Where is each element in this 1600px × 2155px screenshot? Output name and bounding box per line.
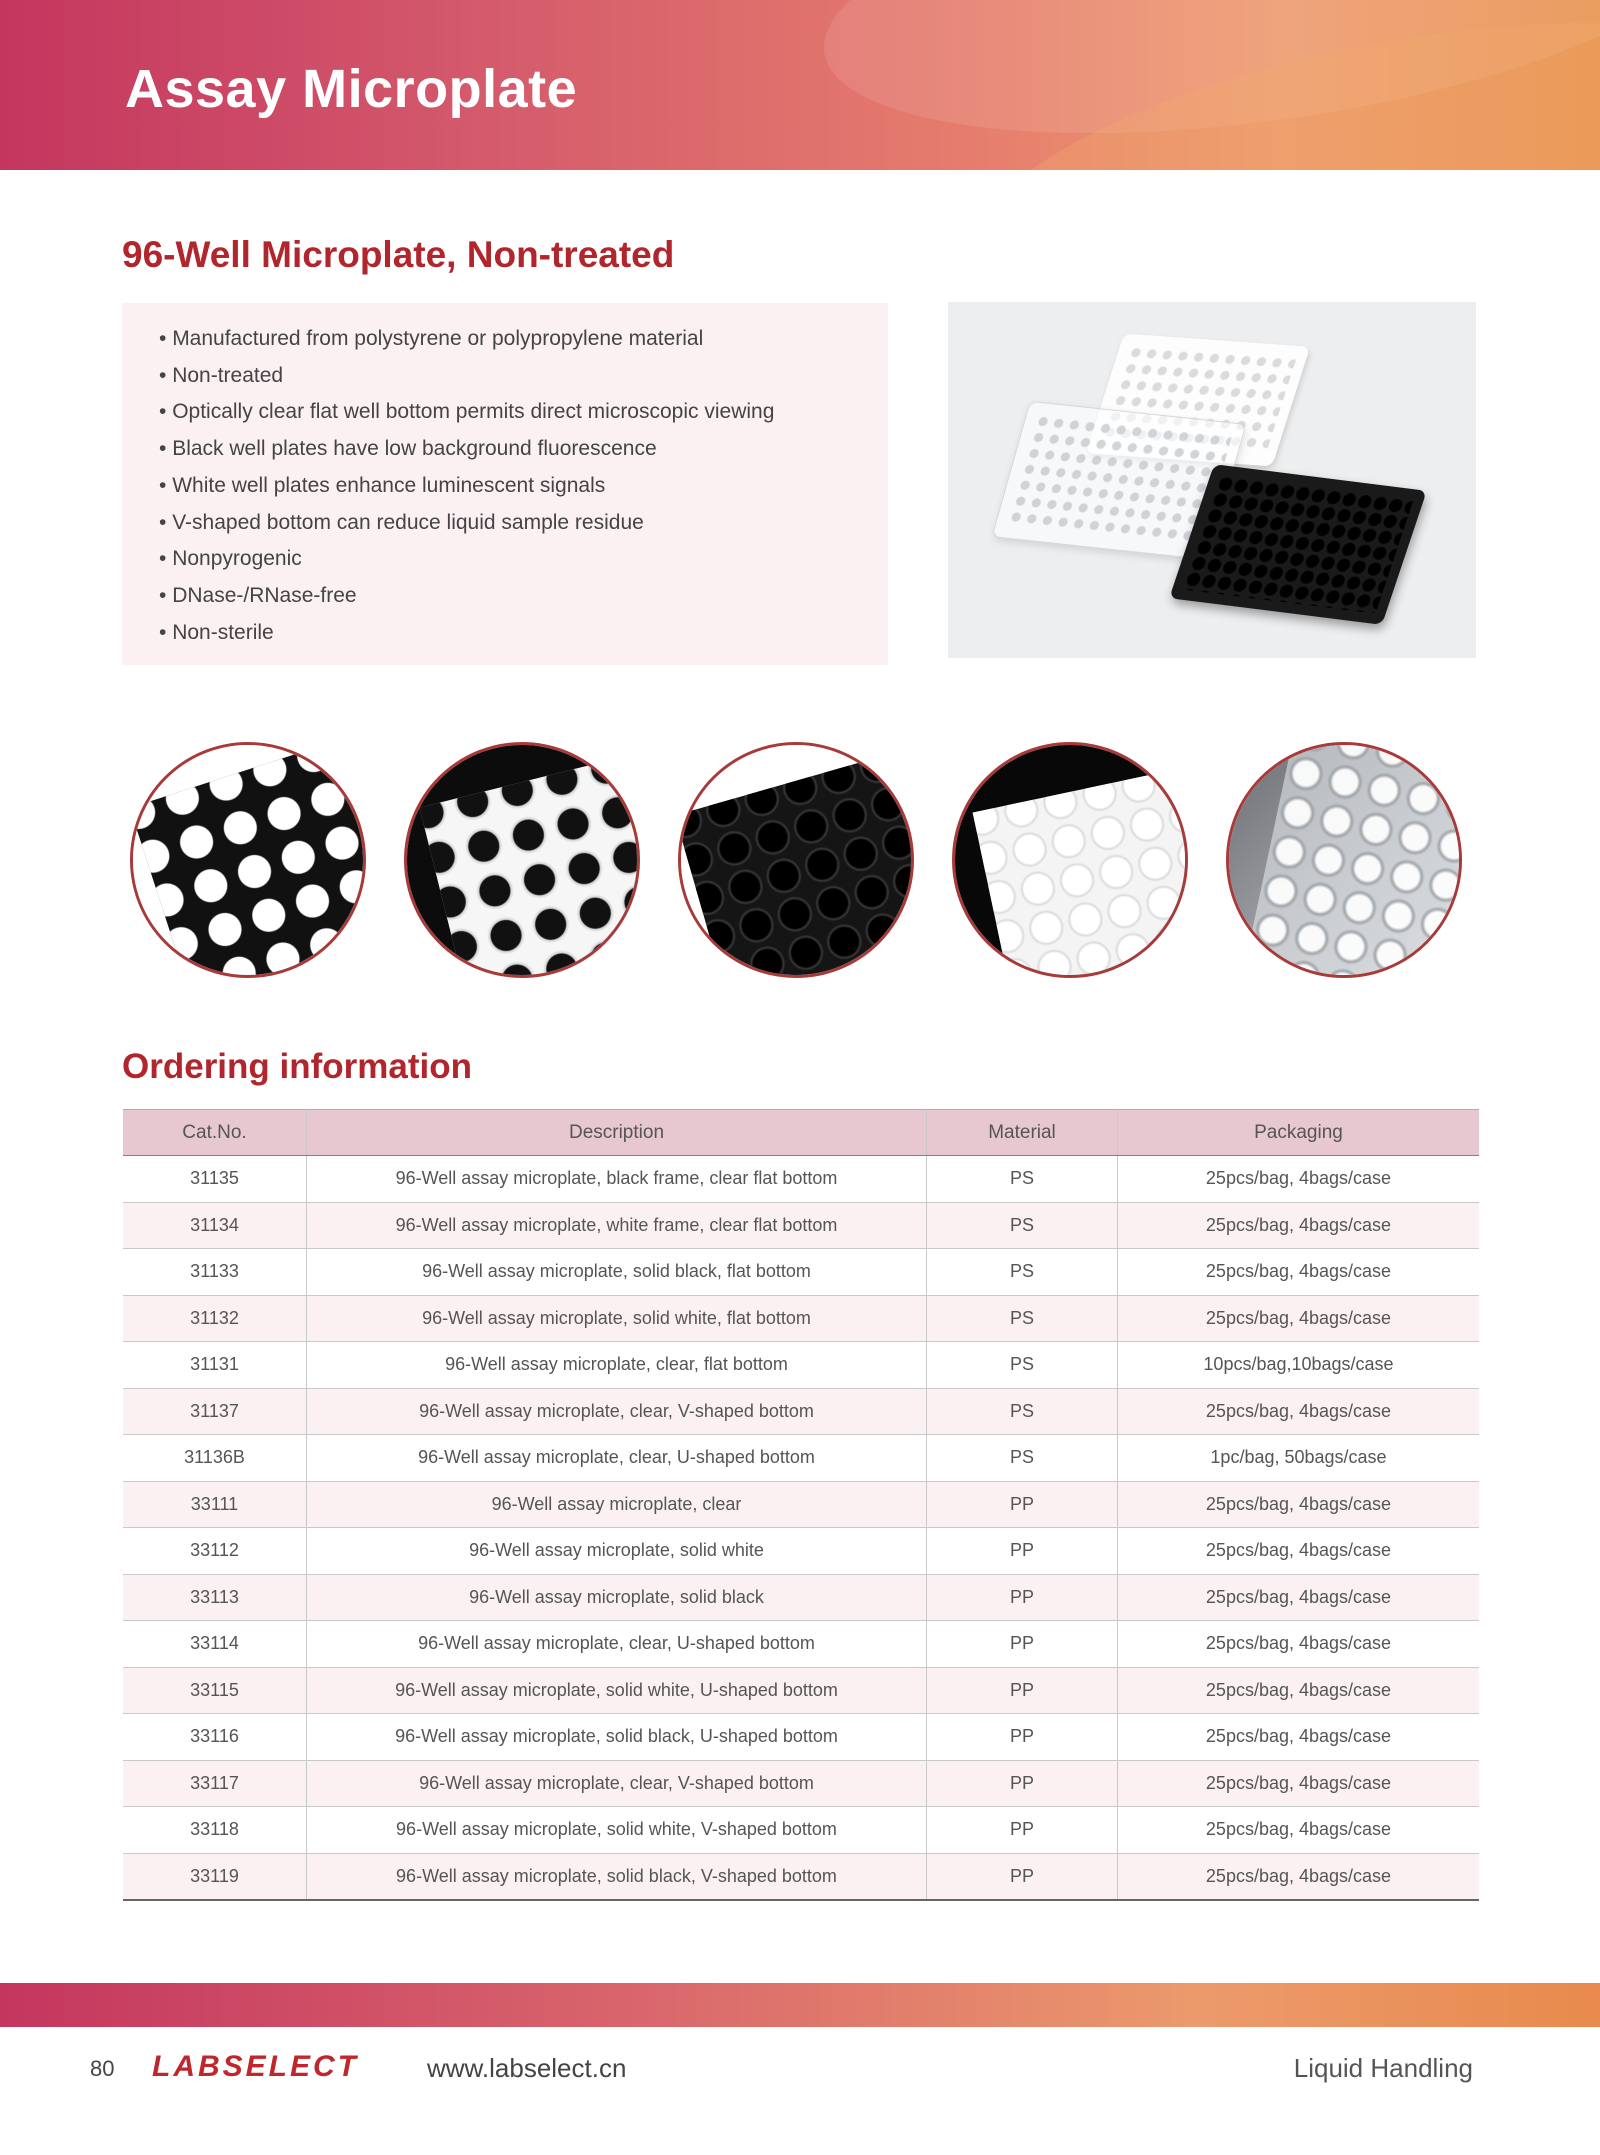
table-row	[123, 1574, 1479, 1621]
feature-item: • Nonpyrogenic	[159, 541, 888, 578]
material: PP	[927, 1621, 1118, 1668]
cat-no: 33117	[123, 1760, 307, 1807]
table-row	[123, 1435, 1479, 1482]
packaging: 25pcs/bag, 4bags/case	[1118, 1714, 1480, 1761]
column-header: Packaging	[1118, 1110, 1480, 1156]
description: 96-Well assay microplate, white frame, clear flat bottom	[307, 1202, 927, 1249]
packaging: 25pcs/bag, 4bags/case	[1118, 1202, 1480, 1249]
material: PP	[927, 1760, 1118, 1807]
description: 96-Well assay microplate, clear, U-shaped bottom	[307, 1621, 927, 1668]
cat-no: 33119	[123, 1853, 307, 1900]
material: PS	[927, 1295, 1118, 1342]
column-header: Cat.No.	[123, 1110, 307, 1156]
detail-solid-white	[952, 742, 1188, 978]
detail-black-frame-clear-bottom	[130, 742, 366, 978]
description: 96-Well assay microplate, clear, flat bottom	[307, 1342, 927, 1389]
material: PP	[927, 1481, 1118, 1528]
detail-solid-black	[678, 742, 914, 978]
cat-no: 31132	[123, 1295, 307, 1342]
description: 96-Well assay microplate, clear	[307, 1481, 927, 1528]
table-header-row	[123, 1110, 1479, 1156]
feature-item: • Manufactured from polystyrene or polypropylene material	[159, 321, 888, 358]
cat-no: 31133	[123, 1249, 307, 1296]
material: PP	[927, 1528, 1118, 1575]
detail-clear	[1226, 742, 1462, 978]
description: 96-Well assay microplate, solid black, V-shaped bottom	[307, 1853, 927, 1900]
table-row	[123, 1156, 1479, 1203]
packaging: 25pcs/bag, 4bags/case	[1118, 1528, 1480, 1575]
page-number: 80	[90, 2056, 115, 2081]
packaging: 25pcs/bag, 4bags/case	[1118, 1156, 1480, 1203]
feature-list	[122, 303, 888, 651]
feature-item: • DNase-/RNase-free	[159, 578, 888, 615]
description: 96-Well assay microplate, clear, V-shaped bottom	[307, 1388, 927, 1435]
cat-no: 33118	[123, 1807, 307, 1854]
catalog-section-name: Liquid Handling	[1293, 2053, 1473, 2083]
packaging: 25pcs/bag, 4bags/case	[1118, 1295, 1480, 1342]
cat-no: 33115	[123, 1667, 307, 1714]
material: PS	[927, 1202, 1118, 1249]
description: 96-Well assay microplate, solid white	[307, 1528, 927, 1575]
packaging: 25pcs/bag, 4bags/case	[1118, 1667, 1480, 1714]
packaging: 25pcs/bag, 4bags/case	[1118, 1388, 1480, 1435]
table-row	[123, 1853, 1479, 1900]
material: PP	[927, 1667, 1118, 1714]
product-photo	[948, 302, 1476, 658]
feature-item: • Black well plates have low background fluorescence	[159, 431, 888, 468]
cat-no: 33113	[123, 1574, 307, 1621]
table-row	[123, 1621, 1479, 1668]
feature-list-panel	[122, 303, 888, 665]
ordering-title: Ordering information	[122, 1047, 472, 1086]
table-row	[123, 1249, 1479, 1296]
table-row	[123, 1202, 1479, 1249]
table-row	[123, 1388, 1479, 1435]
packaging: 25pcs/bag, 4bags/case	[1118, 1760, 1480, 1807]
page-title: Assay Microplate	[125, 59, 578, 119]
description: 96-Well assay microplate, clear, V-shaped bottom	[307, 1760, 927, 1807]
cat-no: 31137	[123, 1388, 307, 1435]
ordering-table	[123, 1109, 1479, 1901]
black-plate-image	[1169, 464, 1427, 625]
table-row	[123, 1667, 1479, 1714]
cat-no: 33114	[123, 1621, 307, 1668]
description: 96-Well assay microplate, solid white, V-shaped bottom	[307, 1807, 927, 1854]
table-row	[123, 1528, 1479, 1575]
cat-no: 33111	[123, 1481, 307, 1528]
material: PP	[927, 1574, 1118, 1621]
table-row	[123, 1481, 1479, 1528]
packaging: 10pcs/bag,10bags/case	[1118, 1342, 1480, 1389]
cat-no: 33116	[123, 1714, 307, 1761]
description: 96-Well assay microplate, solid black, U-shaped bottom	[307, 1714, 927, 1761]
packaging: 25pcs/bag, 4bags/case	[1118, 1481, 1480, 1528]
feature-item: • V-shaped bottom can reduce liquid sample residue	[159, 505, 888, 542]
description: 96-Well assay microplate, black frame, clear flat bottom	[307, 1156, 927, 1203]
material: PP	[927, 1853, 1118, 1900]
feature-item: • White well plates enhance luminescent signals	[159, 468, 888, 505]
description: 96-Well assay microplate, solid white, U-shaped bottom	[307, 1667, 927, 1714]
table-row	[123, 1342, 1479, 1389]
website-link[interactable]: www.labselect.cn	[427, 2053, 627, 2083]
packaging: 25pcs/bag, 4bags/case	[1118, 1249, 1480, 1296]
material: PP	[927, 1714, 1118, 1761]
packaging: 25pcs/bag, 4bags/case	[1118, 1807, 1480, 1854]
table-row	[123, 1807, 1479, 1854]
material: PS	[927, 1388, 1118, 1435]
cat-no: 31135	[123, 1156, 307, 1203]
packaging: 25pcs/bag, 4bags/case	[1118, 1853, 1480, 1900]
material: PS	[927, 1156, 1118, 1203]
detail-white-frame-clear-bottom	[404, 742, 640, 978]
column-header: Description	[307, 1110, 927, 1156]
description: 96-Well assay microplate, solid white, flat bottom	[307, 1295, 927, 1342]
cat-no: 31134	[123, 1202, 307, 1249]
cat-no: 31136B	[123, 1435, 307, 1482]
product-title: 96-Well Microplate, Non-treated	[122, 234, 675, 275]
table-row	[123, 1714, 1479, 1761]
packaging: 1pc/bag, 50bags/case	[1118, 1435, 1480, 1482]
feature-item: • Non-sterile	[159, 615, 888, 652]
description: 96-Well assay microplate, solid black	[307, 1574, 927, 1621]
feature-item: • Optically clear flat well bottom permits direct microscopic viewing	[159, 394, 888, 431]
footer-band	[0, 1983, 1600, 2027]
description: 96-Well assay microplate, solid black, flat bottom	[307, 1249, 927, 1296]
material: PS	[927, 1435, 1118, 1482]
labselect-logo: LABSELECT	[152, 2050, 359, 2083]
material: PS	[927, 1249, 1118, 1296]
table-row	[123, 1760, 1479, 1807]
material: PS	[927, 1342, 1118, 1389]
packaging: 25pcs/bag, 4bags/case	[1118, 1574, 1480, 1621]
header-banner	[0, 0, 1600, 170]
packaging: 25pcs/bag, 4bags/case	[1118, 1621, 1480, 1668]
cat-no: 33112	[123, 1528, 307, 1575]
feature-item: • Non-treated	[159, 358, 888, 395]
table-row	[123, 1295, 1479, 1342]
cat-no: 31131	[123, 1342, 307, 1389]
column-header: Material	[927, 1110, 1118, 1156]
material: PP	[927, 1807, 1118, 1854]
description: 96-Well assay microplate, clear, U-shaped bottom	[307, 1435, 927, 1482]
